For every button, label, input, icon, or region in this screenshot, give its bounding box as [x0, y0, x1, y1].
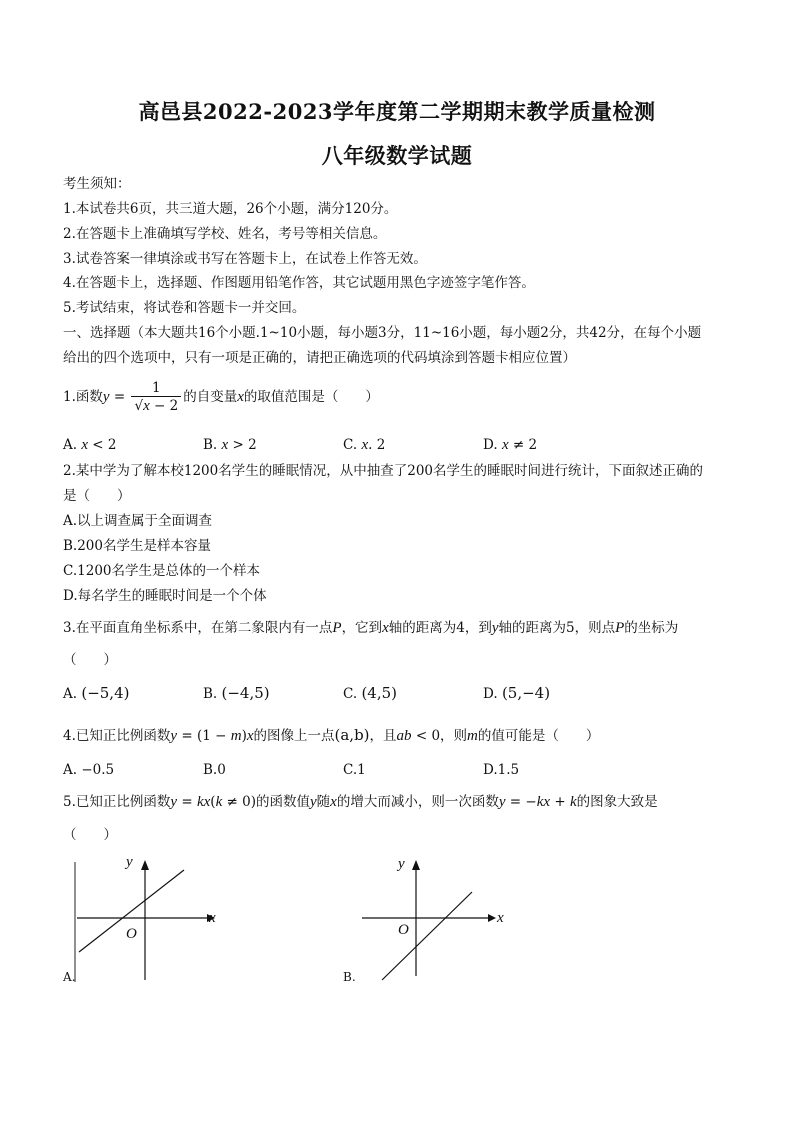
question-1: 1.函数y = $\frac{1}{√x - 2}$ 的自变量x的取值范围是（ ） — [63, 380, 379, 414]
section1-line2: 给出的四个选项中，只有一项是正确的，请把正确选项的代码填涂到答题卡相应位置） — [63, 350, 576, 366]
q3-option-a: A. (−5,4) — [63, 684, 130, 702]
q4-option-d: D.1.5 — [483, 762, 520, 778]
q2-option-b: B.200名学生是样本容量 — [63, 538, 211, 554]
question-5-line2: （ ） — [63, 827, 117, 843]
exam-title: 高邑县2022-2023学年度第二学期期末教学质量检测 — [138, 99, 656, 124]
q4-option-b: B.0 — [203, 762, 226, 778]
q5-graph-b — [352, 852, 512, 987]
notice-item-2: 2.在答题卡上准确填写学校、姓名，考号等相关信息。 — [63, 226, 387, 242]
exam-subtitle: 八年级数学试题 — [321, 143, 473, 168]
question-2-line1: 2.某中学为了解本校1200名学生的睡眠情况，从中抽查了200名学生的睡眠时间进行统计，下面叙述正确的 — [63, 463, 704, 479]
question-5-line1: 5.已知正比例函数y = kx(k ≠ 0)的函数值y随x的增大而减小，则一次函数y = −kx + k的图象大致是 — [63, 794, 658, 810]
graph-b-origin-label: O — [398, 922, 409, 938]
graph-a-y-arrow — [141, 860, 149, 870]
graph-b-y-arrow — [412, 860, 420, 870]
notice-item-5: 5.考试结束，将试卷和答题卡一并交回。 — [63, 300, 306, 316]
notice-item-4: 4.在答题卡上，选择题、作图题用铅笔作答，其它试题用黑色字迹签字笔作答。 — [63, 275, 535, 291]
graph-b-x-arrow — [488, 914, 496, 922]
graph-b-line — [382, 892, 472, 980]
q1-option-d: D. x ≠ 2 — [483, 437, 538, 453]
section1-line1: 一、选择题（本大题共16个小题.1~10小题，每小题3分，11~16小题，每小题2分，共42分，在每个小题 — [63, 325, 702, 341]
q3-option-c: C. (4,5) — [343, 684, 397, 702]
q4-option-a: A. −0.5 — [63, 762, 115, 778]
q2-option-a: A.以上调查属于全面调查 — [63, 513, 213, 529]
graph-b-x-label: x — [497, 910, 504, 926]
q2-option-d: D.每名学生的睡眠时间是一个个体 — [63, 588, 267, 604]
notice-heading: 考生须知： — [63, 176, 131, 192]
q1-fraction: $\frac{1}{√x - 2}$ — [131, 380, 181, 415]
question-3-line2: （ ） — [63, 652, 117, 668]
q4-option-c: C.1 — [343, 762, 366, 778]
graph-a-x-label: x — [209, 910, 216, 926]
graph-a-origin-label: O — [126, 926, 137, 942]
q3-option-b: B. (−4,5) — [203, 684, 270, 702]
q3-option-d: D. (5,−4) — [483, 684, 551, 702]
q2-option-c: C.1200名学生是总体的一个样本 — [63, 563, 260, 579]
graph-b-letter: B. — [343, 970, 356, 984]
question-3-line1: 3.在平面直角坐标系中，在第二象限内有一点P，它到x轴的距离为4，到y轴的距离为5，则点P的坐标为 — [63, 620, 679, 636]
q5-graph-a — [62, 852, 232, 987]
question-2-line2: 是（ ） — [63, 488, 131, 504]
q1-option-c: C. x. 2 — [343, 437, 386, 453]
q1-option-a: A. x < 2 — [63, 437, 117, 453]
notice-item-3: 3.试卷答案一律填涂或书写在答题卡上，在试卷上作答无效。 — [63, 251, 427, 267]
question-4: 4.已知正比例函数y = (1 − m)x的图像上一点(a,b)，且ab < 0，则m的值可能是（ ） — [63, 726, 600, 744]
graph-b-y-label: y — [398, 856, 405, 872]
notice-item-1: 1.本试卷共6页，共三道大题，26个小题，满分120分。 — [63, 201, 398, 217]
graph-a-y-label: y — [126, 854, 133, 870]
q1-option-b: B. x > 2 — [203, 437, 257, 453]
graph-a-letter: A. — [63, 970, 76, 984]
